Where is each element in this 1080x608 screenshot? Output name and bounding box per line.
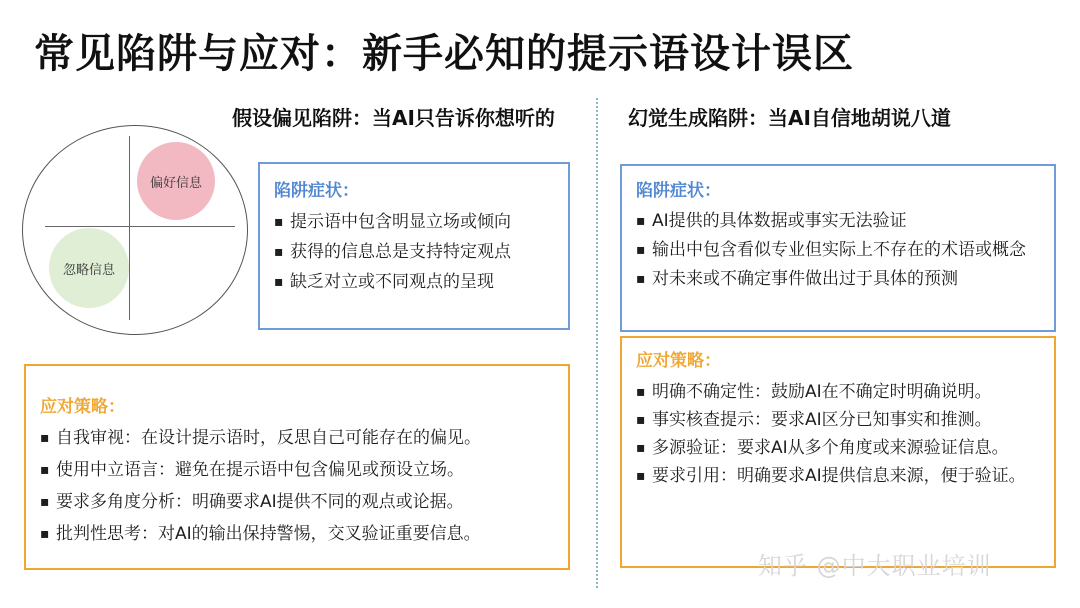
diagram-horizontal-axis <box>45 226 235 227</box>
left-symptoms-list <box>274 209 554 295</box>
ignored-info-bubble <box>49 228 129 308</box>
ignored-info-label: 忽略信息 <box>62 262 115 278</box>
left-symptoms-title: 陷阱症状： <box>274 181 359 201</box>
center-divider <box>596 98 598 588</box>
list-item: ▪ 获得的信息总是支持特定观点 <box>274 239 554 265</box>
list-item: ▪ 多源验证：要求AI从多个角度或来源验证信息。 <box>636 435 1040 461</box>
right-strategy-list <box>636 379 1040 489</box>
preferred-info-bubble <box>137 142 215 220</box>
left-strategy-title: 应对策略： <box>40 397 125 417</box>
right-symptoms-list <box>636 209 1040 292</box>
left-strategy-box <box>24 364 570 570</box>
right-strategy-box <box>620 336 1056 568</box>
preferred-info-label: 偏好信息 <box>149 175 202 191</box>
list-item: ▪ 事实核查提示：要求AI区分已知事实和推测。 <box>636 407 1040 433</box>
list-item: ▪ 对未来或不确定事件做出过于具体的预测 <box>636 267 1040 292</box>
list-item: ▪ 明确不确定性：鼓励AI在不确定时明确说明。 <box>636 379 1040 405</box>
list-item: ▪ AI提供的具体数据或事实无法验证 <box>636 209 1040 234</box>
list-item: ▪ 缺乏对立或不同观点的呈现 <box>274 269 554 295</box>
watermark: 知乎 @中大职业培训 <box>758 552 992 580</box>
list-item: ▪ 使用中立语言：避免在提示语中包含偏见或预设立场。 <box>40 457 554 483</box>
list-item: ▪ 要求引用：明确要求AI提供信息来源，便于验证。 <box>636 463 1040 489</box>
list-item: ▪ 自我审视：在设计提示语时，反思自己可能存在的偏见。 <box>40 425 554 451</box>
left-heading: 假设偏见陷阱：当AI只告诉你想听的 <box>232 106 555 130</box>
list-item: ▪ 批判性思考：对AI的输出保持警惕，交叉验证重要信息。 <box>40 521 554 547</box>
right-heading: 幻觉生成陷阱：当AI自信地胡说八道 <box>628 106 951 130</box>
right-symptoms-box <box>620 164 1056 332</box>
right-strategy-title: 应对策略： <box>636 351 721 371</box>
right-symptoms-title: 陷阱症状： <box>636 181 721 201</box>
list-item: ▪ 提示语中包含明显立场或倾向 <box>274 209 554 235</box>
left-strategy-list <box>40 425 554 547</box>
page-title: 常见陷阱与应对：新手必知的提示语设计误区 <box>34 31 854 77</box>
list-item: ▪ 输出中包含看似专业但实际上不存在的术语或概念 <box>636 238 1040 263</box>
list-item: ▪ 要求多角度分析：明确要求AI提供不同的观点或论据。 <box>40 489 554 515</box>
diagram-vertical-axis <box>129 136 130 320</box>
left-symptoms-box <box>258 162 570 330</box>
bias-diagram <box>22 125 248 335</box>
